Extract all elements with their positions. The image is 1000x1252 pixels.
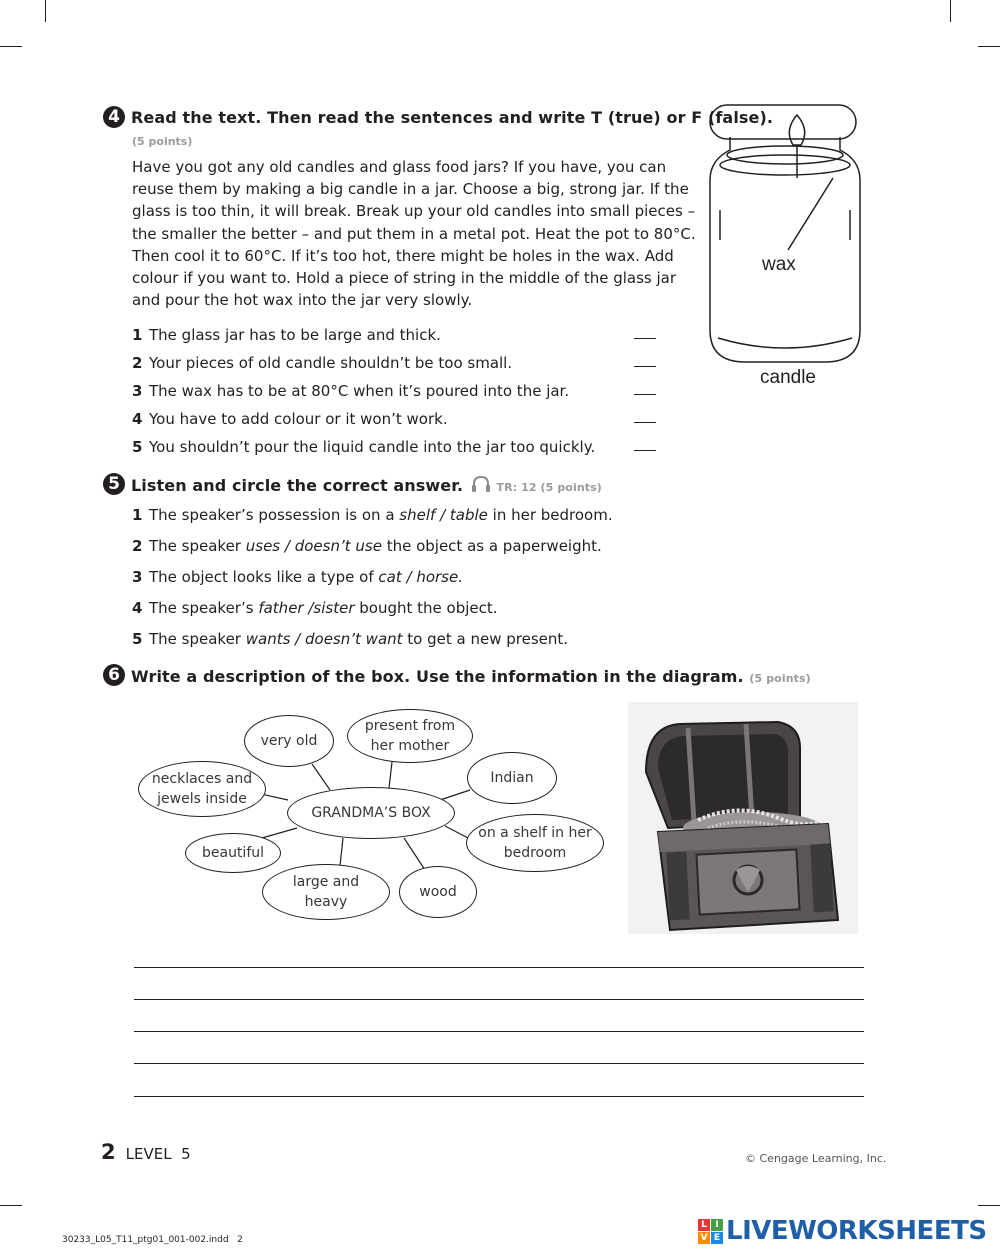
copyright-text: © Cengage Learning, Inc. (745, 1152, 887, 1165)
exercise-number-badge: 5 (103, 473, 125, 495)
item-number: 4 (132, 410, 143, 428)
page-number: 2 (101, 1140, 116, 1164)
points-label: (5 points) (132, 135, 193, 148)
reading-text: Have you got any old candles and glass food jars? If you have, you can reuse them by making a big candle in a jar. Choose a big, strong jar. If the glass is too thin, it will break. Break up your old candles into small pieces – the smaller the better – and put them in a metal pot. Heat the pot to 80°C. Then cool it to 60°C. If it’s too hot, there might be holes in the wax. Add colour if you want to. Hold a piece of string in the middle of the glass jar and pour the hot wax into the jar very slowly. (132, 158, 696, 310)
writing-line[interactable] (134, 999, 864, 1000)
writing-line[interactable] (134, 1031, 864, 1032)
item-number: 3 (132, 382, 143, 400)
item-number: 4 (132, 599, 143, 617)
writing-line[interactable] (134, 967, 864, 968)
item-text: Your pieces of old candle shouldn’t be too small. (149, 354, 513, 372)
mind-map-bubble: wood (399, 866, 477, 918)
answer-options[interactable]: uses / doesn’t use (245, 537, 382, 555)
item-text: in her bedroom. (487, 506, 613, 524)
item-text: to get a new present. (402, 630, 569, 648)
item-text: The object looks like a type of (149, 568, 379, 586)
item-text: the object as a paperweight. (381, 537, 602, 555)
item-number: 5 (132, 630, 143, 648)
item-text: The speaker (149, 537, 246, 555)
mind-map-bubble: very old (244, 715, 334, 767)
live-letters-icon: L I V E (698, 1219, 723, 1244)
item-text: The speaker’s possession is on a (149, 506, 400, 524)
item-text: The glass jar has to be large and thick. (149, 326, 441, 344)
candle-label: candle (760, 367, 816, 388)
item-number: 5 (132, 438, 143, 456)
mind-map-bubble: on a shelf in her bedroom (466, 814, 604, 872)
answer-options[interactable]: shelf / table (399, 506, 488, 524)
mind-map-center: GRANDMA’S BOX (287, 787, 455, 839)
item-text: You have to add colour or it won’t work. (149, 410, 448, 428)
exercise-heading: Read the text. Then read the sentences and write T (true) or F (false). (131, 108, 774, 127)
heading-text: Write a description of the box. Use the information in the diagram. (131, 667, 744, 686)
answer-options[interactable]: wants / doesn’t want (245, 630, 403, 648)
wax-label: wax (762, 254, 796, 275)
item-number: 1 (132, 326, 143, 344)
heading-text: Listen and circle the correct answer. (131, 476, 464, 495)
liveworksheets-logo[interactable] (698, 1214, 987, 1248)
item-text: The wax has to be at 80°C when it’s poured into the jar. (149, 382, 570, 400)
item-number: 1 (132, 506, 143, 524)
track-label: TR: 12 (5 points) (496, 481, 602, 494)
file-slug: 30233_L05_T11_ptg01_001-002.indd 2 (62, 1235, 243, 1245)
treasure-chest-photo (628, 702, 858, 934)
points-label: (5 points) (749, 672, 811, 685)
mind-map-bubble: present from her mother (347, 709, 473, 763)
brand-name: LIVEWORKSHEETS (726, 1216, 987, 1246)
writing-line[interactable] (134, 1063, 864, 1064)
writing-line[interactable] (134, 1096, 864, 1097)
level-label: LEVEL 5 (125, 1145, 191, 1163)
item-number: 2 (132, 354, 143, 372)
mind-map-bubble: large and heavy (262, 864, 390, 920)
item-text: The speaker (149, 630, 246, 648)
item-text: The speaker’s (149, 599, 259, 617)
answer-options[interactable]: father /sister (258, 599, 355, 617)
exercise-number-badge: 4 (103, 106, 125, 128)
page-footer (101, 1140, 191, 1164)
item-text: You shouldn’t pour the liquid candle into the jar too quickly. (149, 438, 596, 456)
item-text: bought the object. (354, 599, 498, 617)
mind-map-bubble: beautiful (185, 833, 281, 873)
answer-options[interactable]: cat / horse. (378, 568, 463, 586)
item-number: 3 (132, 568, 143, 586)
mind-map-bubble: Indian (467, 752, 557, 804)
item-number: 2 (132, 537, 143, 555)
mind-map-bubble: necklaces and jewels inside (138, 761, 266, 817)
exercise-number-badge: 6 (103, 664, 125, 686)
